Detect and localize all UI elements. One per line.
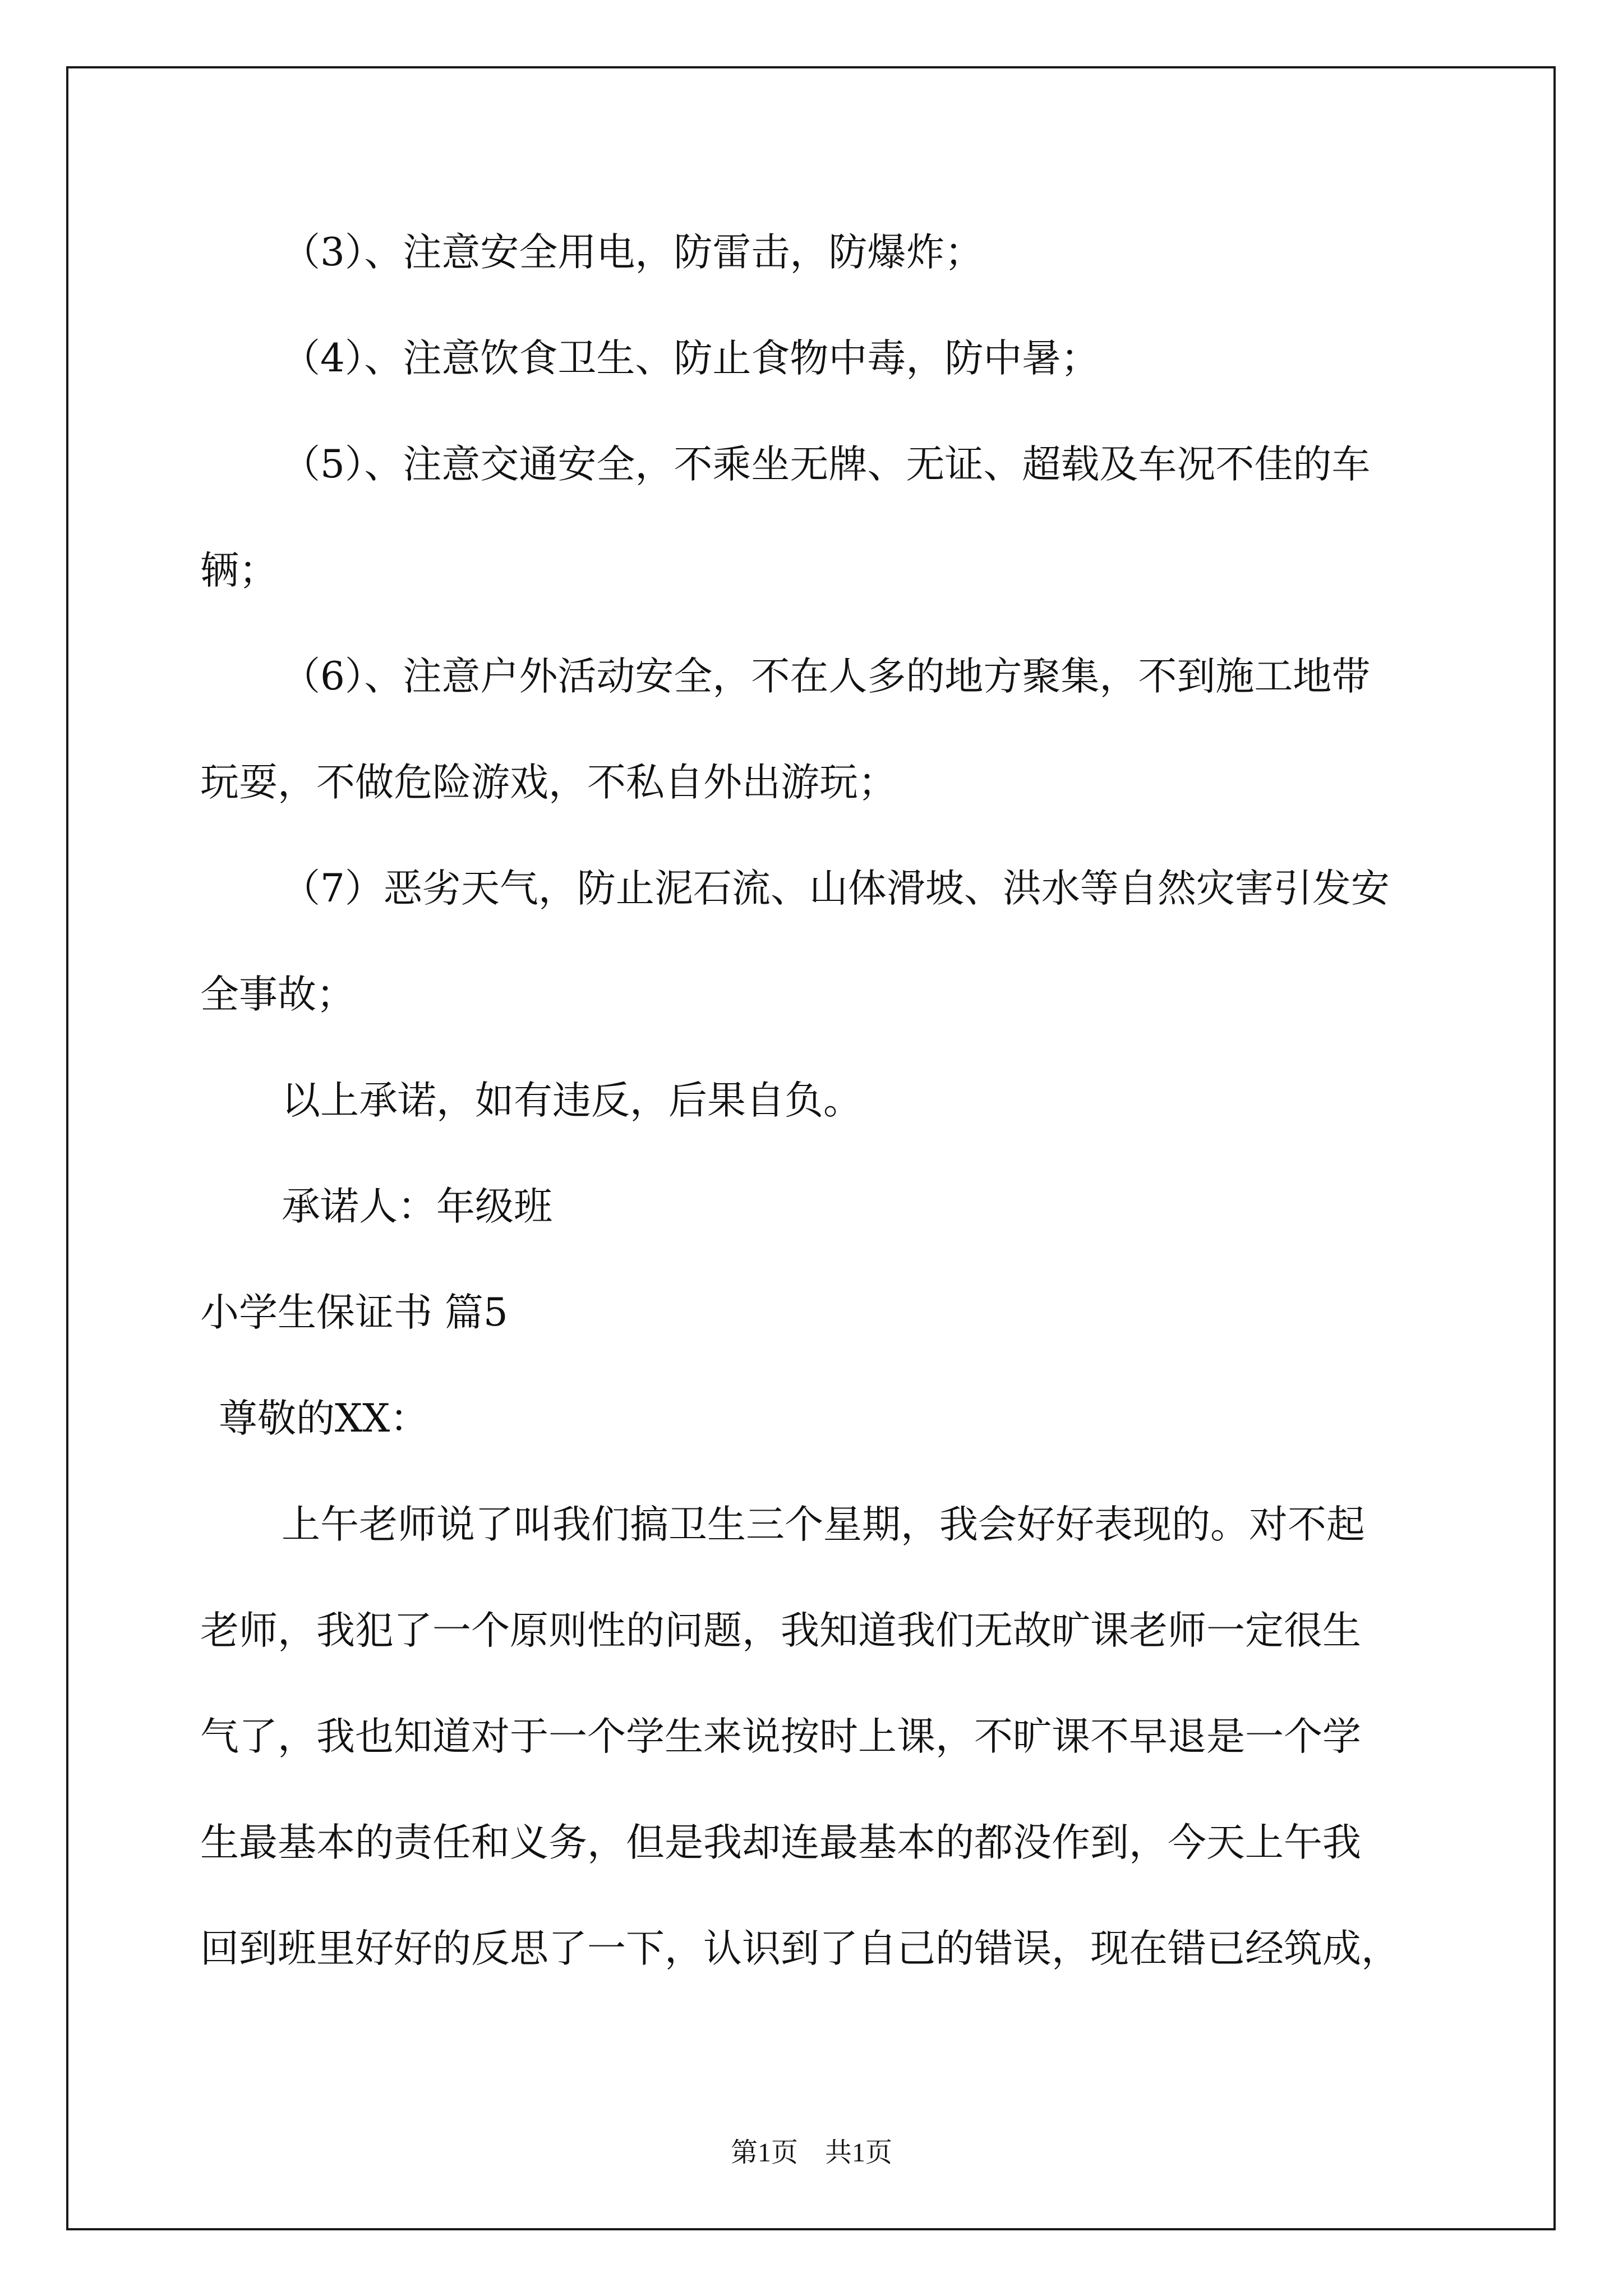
paragraph-outdoor-safety-line2: 玩耍，不做危险游戏，不私自外出游玩；	[200, 760, 897, 805]
paragraph-weather-line1: （7）恶劣天气，防止泥石流、山体滑坡、洪水等自然灾害引发安	[282, 866, 1390, 911]
paragraph-outdoor-safety-line1: （6）、注意户外活动安全，不在人多的地方聚集，不到施工地带	[282, 654, 1371, 699]
paragraph-traffic-safety-line1: （5）、注意交通安全，不乘坐无牌、无证、超载及车况不佳的车	[282, 442, 1371, 487]
paragraph-food-hygiene: （4）、注意饮食卫生、防止食物中毒，防中暑；	[282, 336, 1100, 381]
paragraph-traffic-safety-line2: 辆；	[200, 548, 278, 593]
page-number-footer: 第1页 共1页	[730, 2138, 892, 2168]
letter-body-line1: 上午老师说了叫我们搞卫生三个星期，我会好好表现的。对不起	[282, 1502, 1365, 1547]
salutation: 尊敬的XX：	[219, 1396, 429, 1441]
paragraph-weather-line2: 全事故；	[200, 972, 355, 1017]
letter-body-line4: 生最基本的责任和义务，但是我却连最基本的都没作到，今天上午我	[200, 1820, 1361, 1865]
paragraph-safety-electricity: （3）、注意安全用电，防雷击，防爆炸；	[282, 230, 984, 275]
letter-body-line2: 老师，我犯了一个原则性的问题，我知道我们无故旷课老师一定很生	[200, 1608, 1361, 1653]
section-heading: 小学生保证书 篇5	[200, 1290, 508, 1335]
letter-body-line5: 回到班里好好的反思了一下，认识到了自己的错误，现在错已经筑成，	[200, 1926, 1400, 1971]
signatory-line: 承诺人：年级班	[282, 1184, 552, 1229]
page-border	[66, 66, 1556, 2230]
letter-body-line3: 气了，我也知道对于一个学生来说按时上课，不旷课不早退是一个学	[200, 1714, 1361, 1759]
paragraph-commitment: 以上承诺，如有违反，后果自负。	[282, 1078, 862, 1123]
